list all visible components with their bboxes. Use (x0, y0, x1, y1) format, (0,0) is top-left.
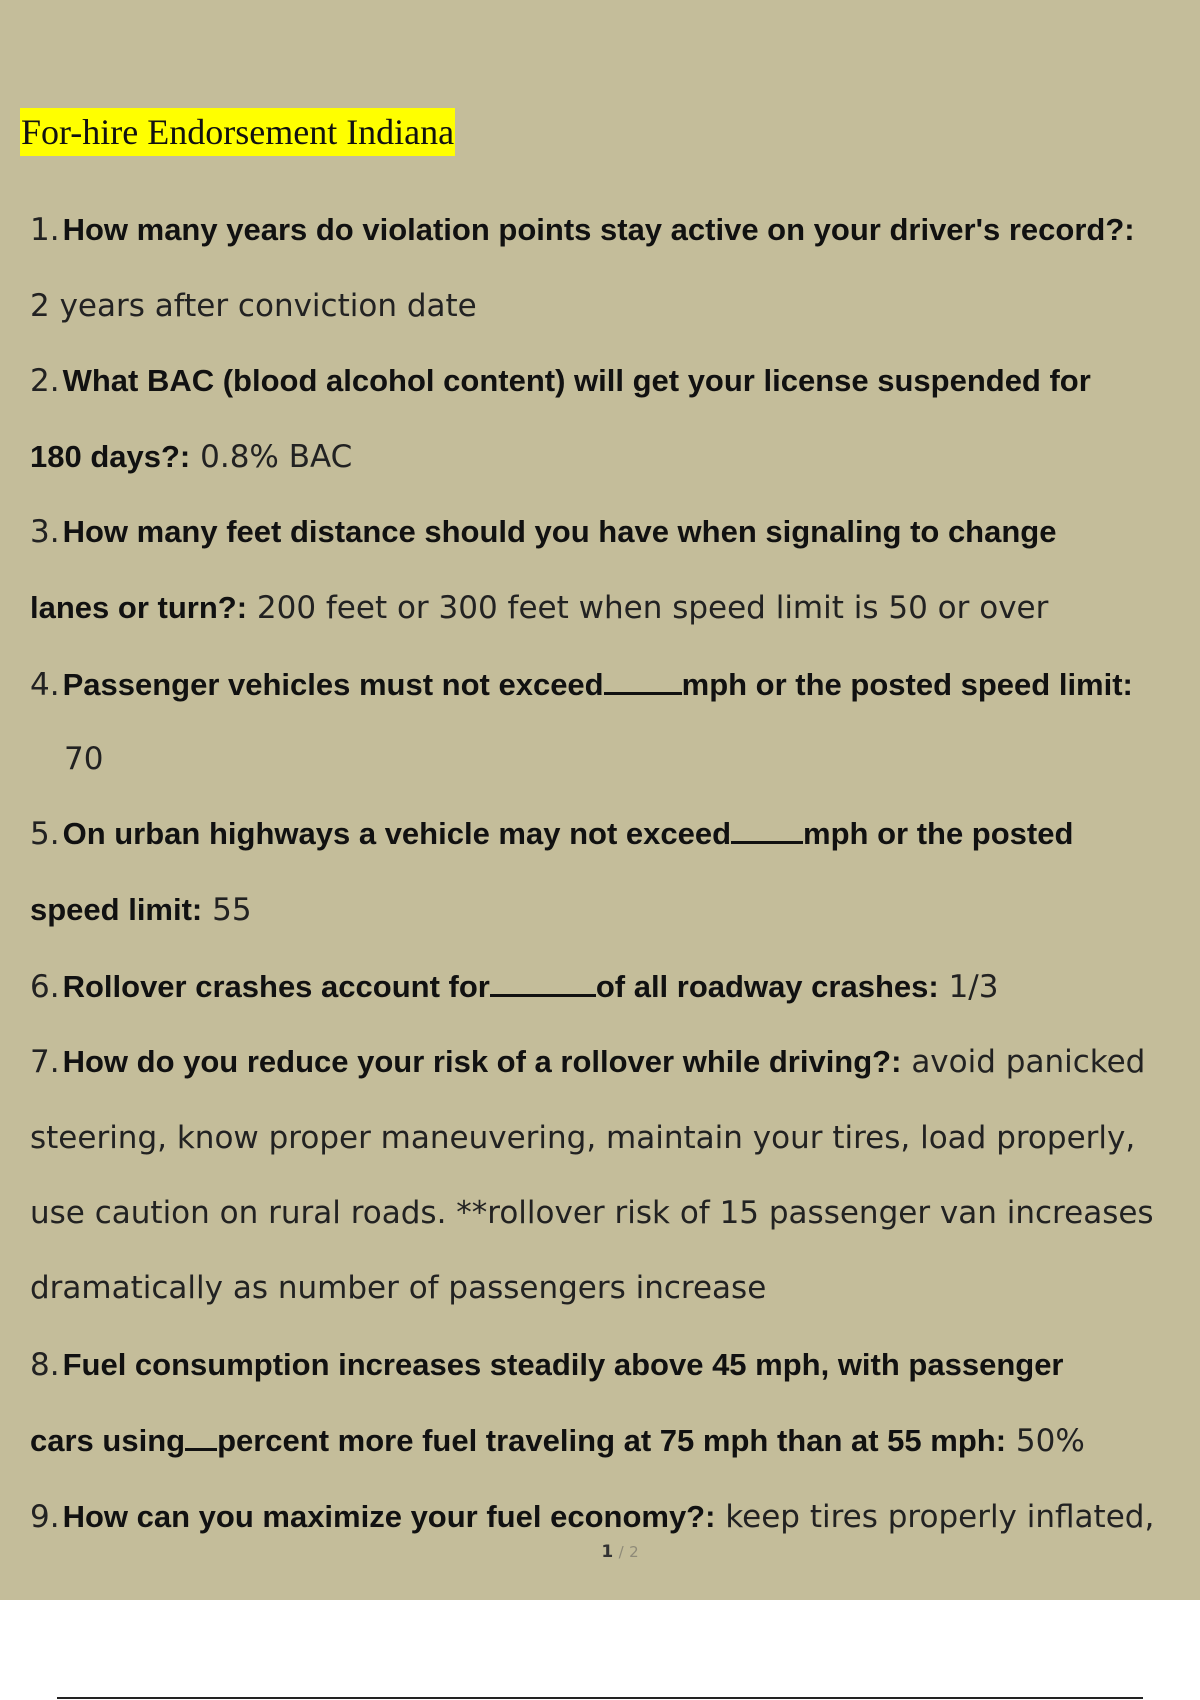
question-2 (30, 361, 1091, 401)
question-text: mph or the posted (803, 816, 1074, 851)
answer-text: avoid panicked (911, 1044, 1146, 1080)
answer-text: 200 feet or 300 feet when speed limit is 50 or over (256, 590, 1049, 626)
page-indicator (0, 1542, 1200, 1562)
question-8-cont (30, 1421, 1085, 1461)
item-number: 5. (30, 816, 60, 852)
fill-in-blank (731, 815, 803, 844)
answer-text: 55 (212, 892, 252, 928)
item-number: 4. (30, 667, 60, 703)
answer-text: 0.8% BAC (200, 439, 353, 475)
next-page-top-rule (57, 1697, 1143, 1699)
item-number: 7. (30, 1044, 60, 1080)
question-text: lanes or turn?: (30, 590, 248, 625)
document-title: For-hire Endorsement Indiana (20, 108, 455, 156)
current-page: 1 (601, 1542, 614, 1562)
answer-text: keep tires properly inflated, (725, 1499, 1155, 1535)
item-number: 2. (30, 363, 60, 399)
question-text: cars using (30, 1423, 186, 1458)
question-6 (30, 967, 998, 1007)
question-5-cont (30, 890, 252, 930)
question-text: How do you reduce your risk of a rollover while driving?: (62, 1044, 902, 1079)
answer-text: 1/3 (948, 969, 999, 1005)
question-text: of all roadway crashes: (595, 969, 939, 1004)
question-2-cont (30, 437, 352, 477)
question-9 (30, 1497, 1154, 1537)
question-text: How many feet distance should you have when signaling to change (62, 514, 1057, 549)
item-number: 8. (30, 1347, 60, 1383)
answer-7-line-3: use caution on rural roads. **rollover risk of 15 passenger van increases (30, 1195, 1154, 1231)
question-8 (30, 1345, 1064, 1385)
item-number: 6. (30, 969, 60, 1005)
question-3 (30, 512, 1056, 552)
question-text: How many years do violation points stay active on your driver's record?: (62, 212, 1135, 247)
question-text: Fuel consumption increases steadily above 45 mph, with passenger (62, 1347, 1064, 1382)
question-text: Rollover crashes account for (62, 969, 490, 1004)
answer-text: 50% (1015, 1423, 1085, 1459)
fill-in-blank (185, 1422, 217, 1451)
question-text: percent more fuel traveling at 75 mph than at 55 mph: (217, 1423, 1007, 1458)
answer-7-line-2: steering, know proper maneuvering, maintain your tires, load properly, (30, 1120, 1136, 1156)
fill-in-blank (604, 666, 682, 695)
item-number: 3. (30, 514, 60, 550)
question-text: On urban highways a vehicle may not exceed (62, 816, 732, 851)
item-number: 9. (30, 1499, 60, 1535)
question-text: Passenger vehicles must not exceed (62, 667, 604, 702)
question-1 (30, 210, 1135, 250)
total-pages: 2 (629, 1543, 639, 1561)
question-5 (30, 814, 1073, 854)
answer-7-line-4: dramatically as number of passengers increase (30, 1270, 767, 1306)
fill-in-blank (490, 968, 596, 997)
question-text: mph or the posted speed limit: (681, 667, 1133, 702)
question-text: What BAC (blood alcohol content) will get your license suspended for (62, 363, 1091, 398)
question-text: speed limit: (30, 892, 203, 927)
question-7 (30, 1042, 1145, 1082)
answer-4: 70 (64, 741, 104, 777)
question-4 (30, 665, 1133, 705)
question-text: How can you maximize your fuel economy?: (62, 1499, 716, 1534)
question-3-cont (30, 588, 1048, 628)
question-text: 180 days?: (30, 439, 191, 474)
item-number: 1. (30, 212, 60, 248)
answer-1: 2 years after conviction date (30, 288, 477, 324)
page-separator: / (618, 1543, 624, 1561)
